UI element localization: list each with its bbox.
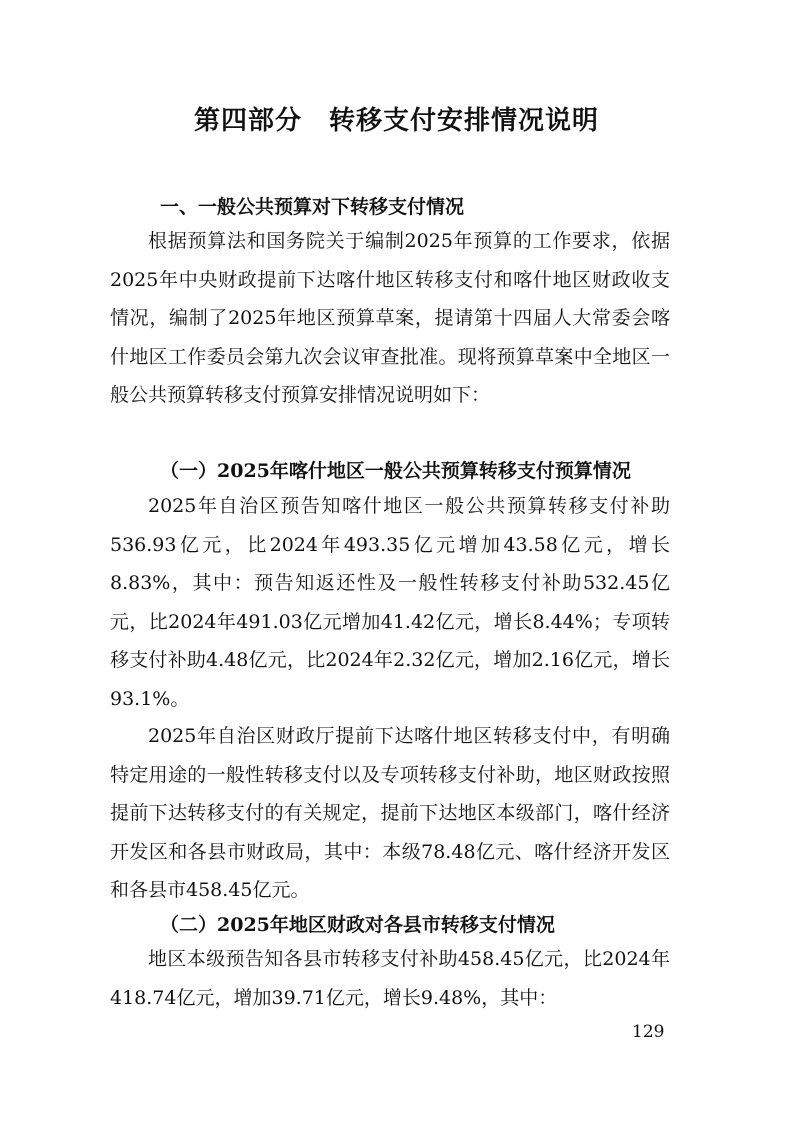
- page-title: 第四部分 转移支付安排情况说明: [193, 106, 599, 136]
- paragraph-intro: 根据预算法和国务院关于编制2025年预算的工作要求，依据2025年中央财政提前下达喀什地区转移支付和喀什地区财政收支情况，编制了2025年地区预算草案，提请第十四届人大常委会喀什地区工作委员会第九次会议审查批准。现将预算草案中全地区一般公共预算转移支付预算安排情况说明如下：: [110, 230, 670, 406]
- paragraph-transfer-amounts: 2025年自治区预告知喀什地区一般公共预算转移支付补助536.93亿元，比2024年493.35亿元增加43.58亿元，增长8.83%，其中：预告知返还性及一般性转移支付补助532.45亿元，比2024年491.03亿元增加41.42亿元，增长8.44%；专项转移支付补助4.48亿元，比2024年2.32亿元，增加2.16亿元，增长93.1%。: [110, 495, 670, 710]
- subsection-heading-kashgar-transfer: （一）2025年喀什地区一般公共预算转移支付预算情况: [160, 460, 631, 482]
- subsection-heading-county-transfer: （二）2025年地区财政对各县市转移支付情况: [160, 914, 555, 936]
- page-number: 129: [632, 1022, 665, 1042]
- section-heading-general-budget: 一、一般公共预算对下转移支付情况: [160, 196, 465, 218]
- paragraph-county-transfer: 地区本级预告知各县市转移支付补助458.45亿元，比2024年418.74亿元，增加39.71亿元，增长9.48%，其中：: [110, 948, 670, 1009]
- paragraph-early-allocation: 2025年自治区财政厅提前下达喀什地区转移支付中，有明确特定用途的一般性转移支付以及专项转移支付补助，地区财政按照提前下达转移支付的有关规定，提前下达地区本级部门，喀什经济开发区和各县市财政局，其中：本级78.48亿元、喀什经济开发区和各县市458.45亿元。: [110, 725, 670, 901]
